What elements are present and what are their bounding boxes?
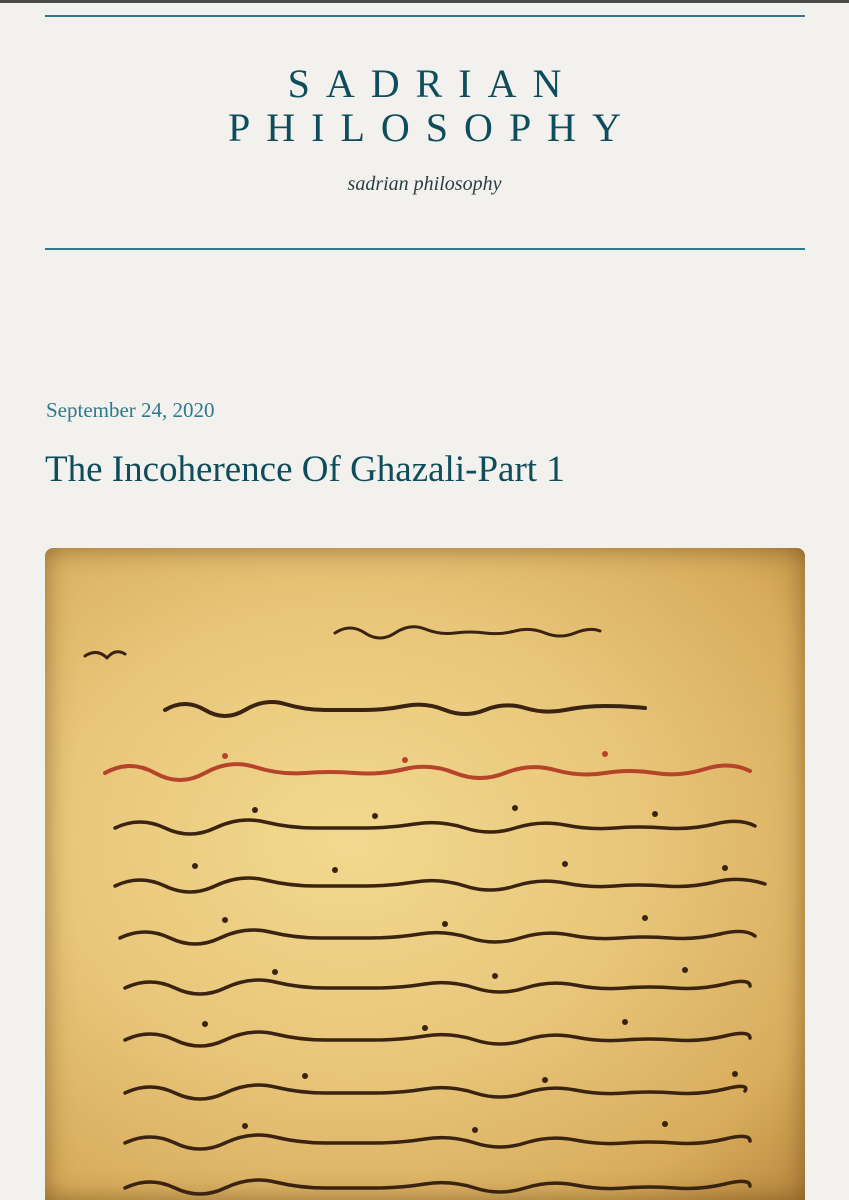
post-title[interactable]: The Incoherence Of Ghazali-Part 1 [45,449,565,490]
site-title[interactable] [0,62,849,150]
rubric-dots [222,751,608,763]
manuscript-dots [192,805,738,1133]
header-top-rule [45,15,805,17]
manuscript-illustration [45,548,805,1200]
site-title-line-2[interactable]: PHILOSOPHY [228,105,637,150]
featured-image[interactable] [45,548,805,1200]
site-tagline: sadrian philosophy [347,173,502,195]
site-title-line-1[interactable]: SADRIAN [287,61,578,106]
header-bottom-rule [45,248,805,250]
post-date[interactable]: September 24, 2020 [46,398,215,422]
manuscript-handwriting [85,627,765,1194]
top-border [0,0,849,3]
